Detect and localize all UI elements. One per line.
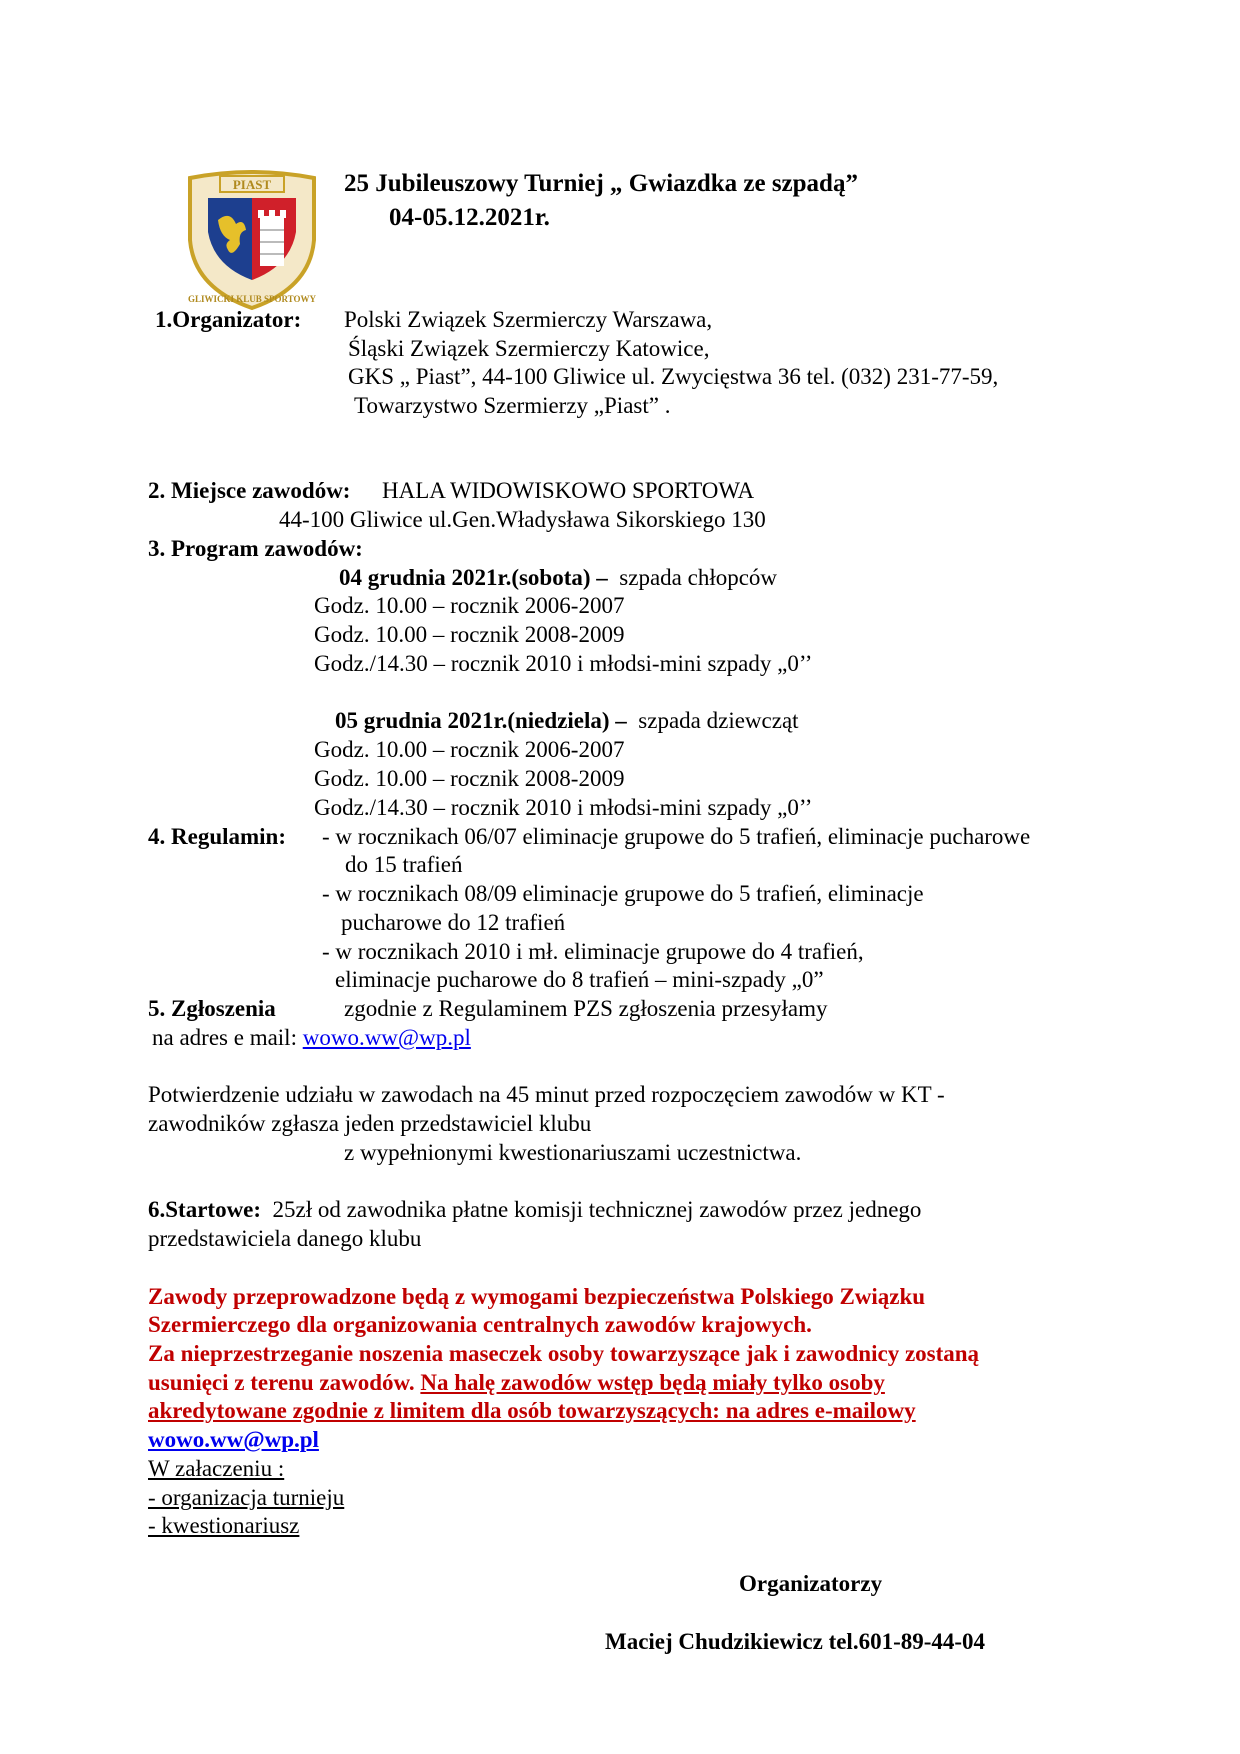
- venue-address: 44-100 Gliwice ul.Gen.Władysława Sikorskiego 130: [279, 507, 766, 532]
- program-day1-date: 04 grudnia 2021r.(sobota) –: [339, 565, 608, 590]
- registration-label: 5. Zgłoszenia: [148, 996, 276, 1021]
- tower-icon: [260, 216, 284, 266]
- fee-text: 25zł od zawodnika płatne komisji technicznej zawodów przez jednego: [272, 1197, 922, 1222]
- registration-mail-prefix: na adres e mail:: [152, 1025, 297, 1050]
- confirmation-line: Potwierdzenie udziału w zawodach na 45 minut przed rozpoczęciem zawodów w KT -: [148, 1082, 945, 1107]
- fee-text-2: przedstawiciela danego klubu: [148, 1226, 422, 1251]
- rules-line: do 15 trafień: [345, 852, 463, 877]
- notice-line: Za nieprzestrzeganie noszenia maseczek osoby towarzyszące jak i zawodnicy zostaną: [148, 1341, 980, 1366]
- program-day2-date: 05 grudnia 2021r.(niedziela) –: [335, 708, 627, 733]
- document-title: 25 Jubileuszowy Turniej „ Gwiazdka ze szpadą”: [344, 170, 858, 197]
- signature-contact: Maciej Chudzikiewicz tel.601-89-44-04: [605, 1629, 986, 1654]
- organizer-line: Towarzystwo Szermierzy „Piast” .: [354, 393, 671, 418]
- notice-line4-plain: usunięci z terenu zawodów.: [148, 1370, 415, 1395]
- attachment-item: - kwestionariusz: [148, 1513, 300, 1538]
- program-label: 3. Program zawodów:: [148, 536, 363, 561]
- program-day2-weapon: szpada dziewcząt: [638, 708, 799, 733]
- notice-email-line: [148, 1426, 319, 1454]
- confirmation-line: zawodników zgłasza jeden przedstawiciel klubu: [148, 1111, 592, 1136]
- organizer-line: Polski Związek Szermierczy Warszawa,: [344, 307, 713, 332]
- rules-line: pucharowe do 12 trafień: [341, 910, 566, 935]
- program-item: Godz. 10.00 – rocznik 2006-2007: [314, 737, 625, 762]
- attachment-item: - organizacja turnieju: [148, 1485, 345, 1510]
- fee-line: [148, 1196, 921, 1224]
- notice-line: Szermierczego dla organizowania centralnych zawodów krajowych.: [148, 1312, 812, 1337]
- confirmation-line: z wypełnionymi kwestionariuszami uczestnictwa.: [344, 1140, 802, 1165]
- fee-label: 6.Startowe:: [148, 1197, 262, 1222]
- notice-line4-underlined: Na halę zawodów wstęp będą miały tylko osoby: [420, 1370, 885, 1395]
- venue-name: HALA WIDOWISKOWO SPORTOWA: [382, 478, 755, 503]
- program-item: Godz. 10.00 – rocznik 2008-2009: [314, 622, 625, 647]
- organizer-line: GKS „ Piast”, 44-100 Gliwice ul. Zwycięstwa 36 tel. (032) 231-77-59,: [348, 364, 999, 389]
- rules-line: eliminacje pucharowe do 8 trafień – mini-szpady „0”: [335, 967, 824, 992]
- notice-line: [148, 1369, 885, 1397]
- program-item: Godz./14.30 – rocznik 2010 i młodsi-mini szpady „0’’: [314, 651, 813, 676]
- program-day2-heading: [335, 707, 799, 735]
- logo-text: PIAST: [232, 177, 272, 192]
- program-item: Godz. 10.00 – rocznik 2008-2009: [314, 766, 625, 791]
- registration-mail-line: [152, 1024, 471, 1052]
- notice-line: Zawody przeprowadzone będą z wymogami bezpieczeństwa Polskiego Związku: [148, 1284, 926, 1309]
- venue-label: 2. Miejsce zawodów:: [148, 478, 351, 503]
- program-day1-heading: [339, 564, 777, 592]
- attachments-label: W załaczeniu :: [148, 1456, 285, 1481]
- program-item: Godz./14.30 – rocznik 2010 i młodsi-mini szpady „0’’: [314, 795, 813, 820]
- rules-line: - w rocznikach 06/07 eliminacje grupowe do 5 trafień, eliminacje pucharowe: [322, 824, 1031, 849]
- signature-label: Organizatorzy: [739, 1571, 883, 1596]
- document-dates: 04-05.12.2021r.: [389, 204, 550, 231]
- organizer-line: Śląski Związek Szermierczy Katowice,: [348, 336, 710, 361]
- organizer-label: 1.Organizator:: [155, 307, 302, 332]
- program-day1-weapon: szpada chłopców: [619, 565, 778, 590]
- notice-line5: akredytowane zgodnie z limitem dla osób towarzyszących: na adres e-mailowy: [148, 1398, 916, 1423]
- registration-email-link[interactable]: wowo.ww@wp.pl: [302, 1025, 471, 1050]
- rules-label: 4. Regulamin:: [148, 824, 286, 849]
- notice-email-link[interactable]: wowo.ww@wp.pl: [148, 1427, 319, 1452]
- rules-line: - w rocznikach 08/09 eliminacje grupowe do 5 trafień, eliminacje: [322, 881, 924, 906]
- registration-text: zgodnie z Regulaminem PZS zgłoszenia przesyłamy: [344, 996, 828, 1021]
- piast-club-logo: [184, 170, 320, 310]
- rules-line: - w rocznikach 2010 i mł. eliminacje grupowe do 4 trafień,: [322, 939, 864, 964]
- program-item: Godz. 10.00 – rocznik 2006-2007: [314, 593, 625, 618]
- logo-ring-text: GLIWICKI KLUB SPORTOWY: [187, 294, 317, 304]
